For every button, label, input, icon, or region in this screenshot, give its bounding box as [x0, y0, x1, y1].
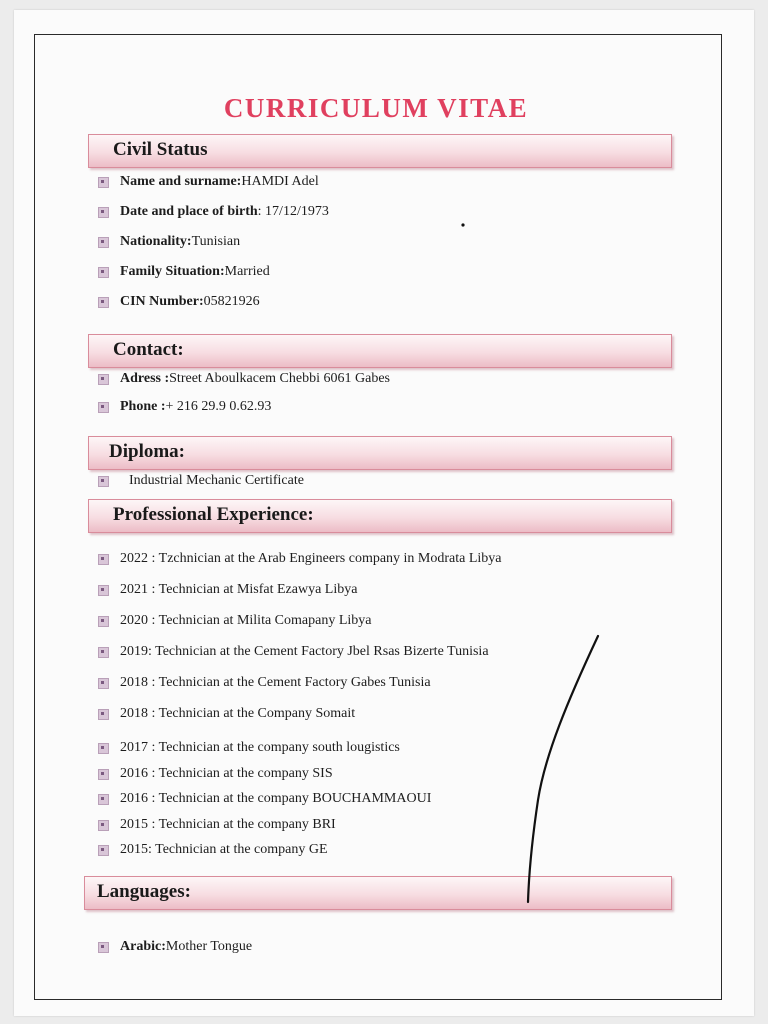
field-value: Mother Tongue [165, 939, 253, 954]
field-label: Name and surname: [120, 174, 242, 189]
field-value: : 17/12/1973 [257, 204, 329, 219]
experience-entry: 2019: Technician at the Cement Factory Jbel Rsas Bizerte Tunisia [120, 644, 489, 659]
field-value: 05821926 [203, 294, 260, 309]
experience-entry: 2016 : Technician at the company SIS [120, 766, 333, 781]
document-title: CURRICULUM VITAE [223, 93, 529, 123]
field-label: Phone : [120, 399, 166, 414]
section-heading: Languages: [97, 881, 191, 902]
experience-entry: 2016 : Technician at the company BOUCHAMMAOUI [120, 791, 432, 806]
section-heading: Diploma: [109, 441, 185, 462]
field-label: Adress : [120, 371, 170, 386]
experience-entry: 2018 : Technician at the Company Somait [120, 706, 356, 721]
field-value: HAMDI Adel [241, 174, 319, 189]
section-heading: Professional Experience: [113, 504, 314, 525]
section-heading: Contact: [113, 339, 184, 360]
field-value: + 216 29.9 0.62.93 [165, 399, 272, 414]
experience-entry: 2017 : Technician at the company south lougistics [120, 740, 400, 755]
field-value: Married [224, 264, 270, 279]
experience-entry: 2021 : Technician at Misfat Ezawya Libya [120, 582, 358, 597]
experience-entry: 2020 : Technician at Milita Comapany Libya [120, 613, 372, 628]
field-value: Street Aboulkacem Chebbi 6061 Gabes [169, 371, 390, 386]
experience-entry: 2022 : Tzchnician at the Arab Engineers company in Modrata Libya [120, 551, 502, 566]
field-label: Arabic: [120, 939, 166, 954]
experience-entry: 2015 : Technician at the company BRI [120, 817, 336, 832]
field-label: Nationality: [120, 234, 192, 249]
field-value: Tunisian [191, 234, 241, 249]
field-value: Industrial Mechanic Certificate [129, 473, 304, 488]
section-heading: Civil Status [113, 139, 208, 160]
experience-entry: 2015: Technician at the company GE [120, 842, 328, 857]
field-label: CIN Number: [120, 294, 204, 309]
field-label: Date and place of birth [120, 204, 258, 219]
field-label: Family Situation: [120, 264, 225, 279]
experience-entry: 2018 : Technician at the Cement Factory Gabes Tunisia [120, 675, 431, 690]
